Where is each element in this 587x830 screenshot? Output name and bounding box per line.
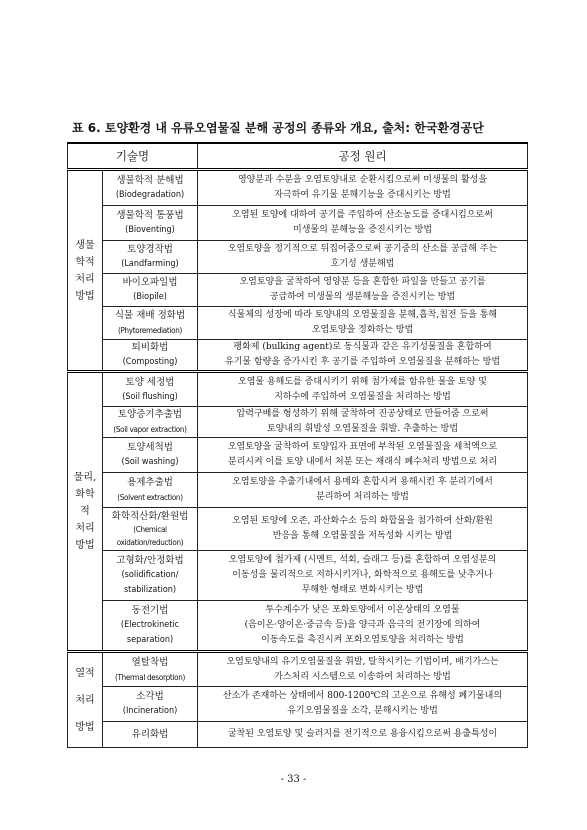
- principle-line: 오염토양내의 유기오염물질을 휘발, 탈착시키는 기법이며, 배기가스는: [226, 656, 499, 667]
- principle-line: 오염토양을 굴착하여 토양입자 표면에 부착된 오염물질을 세척액으로: [227, 442, 498, 452]
- principle-cell: [198, 722, 528, 748]
- principle-line: 식물체의 성장에 따라 토양내의 오염물질을 분해,흡착,침전 등을 통해: [227, 310, 498, 320]
- principle-line: 반응을 통해 오염물질을 저독성화 시키는 방법: [272, 531, 453, 541]
- table-row: [68, 551, 528, 601]
- tech-name-cell: [103, 508, 198, 551]
- tech-name-cell: [103, 652, 198, 687]
- category-line: 생물: [75, 239, 95, 251]
- table-row: [68, 170, 528, 206]
- principle-line: 오염토양을 정화하는 방법: [311, 325, 414, 335]
- table-row: [68, 407, 528, 438]
- category-line: 처리: [75, 273, 95, 285]
- tech-name-ko: 유리화법: [131, 729, 169, 740]
- principle-line: 산소가 존재하는 상태에서 800-1200℃의 고온으로 유해성 폐기물내의: [223, 691, 503, 701]
- table-row: [68, 438, 528, 473]
- table-row: [68, 206, 528, 241]
- tech-name-en: (Solvent extraction): [117, 493, 183, 502]
- principle-line: 미생물의 분해능을 증진시키는 방법: [293, 225, 433, 235]
- tech-name-cell: [103, 687, 198, 722]
- principle-line: 오염토양을 추출기내에서 용매와 혼합시켜 용해시킨 후 분리기에서: [232, 477, 493, 487]
- tech-name-cell: [103, 407, 198, 438]
- tech-name-ko: 용제추출법: [127, 477, 173, 488]
- principle-line: 분리시켜 이를 토양 내에서 처분 또는 재래식 폐수처리 방법으로 처리: [227, 457, 498, 467]
- principle-cell: [198, 407, 528, 438]
- principle-line: 오염된 토양에 오존, 과산화수소 등의 화합물을 첨가하여 산화/환원: [232, 516, 493, 526]
- tech-name-en: (Landfarming): [121, 259, 179, 269]
- category-line: 학적: [75, 256, 95, 268]
- tech-name-en: (Electrokinetic: [120, 620, 180, 630]
- principle-cell: [198, 372, 528, 407]
- page-number: - 33 -: [280, 774, 307, 785]
- principle-line: 투수계수가 낮은 포화토양에서 이온상태의 오염물: [265, 605, 460, 615]
- tech-name-en: separation): [126, 635, 174, 645]
- tech-name-en: (Biodegradation): [115, 190, 185, 200]
- tech-name-en: (Soil washing): [121, 457, 179, 467]
- tech-name-en: (Phytoremediation): [117, 326, 183, 335]
- tech-name-ko: 식물 재배 정화법: [114, 310, 186, 321]
- principle-line: 이동성을 물리적으로 저하시키거나, 화학적으로 용해도를 낮추거나: [232, 570, 493, 580]
- principle-cell: [198, 652, 528, 687]
- principle-line: 가스처리 시스템으로 이송하여 처리하는 방법: [274, 671, 451, 682]
- principle-line: (음이온·양이온·중금속 등)을 양극과 음극의 전기장에 의하여: [244, 620, 481, 630]
- tech-name-cell: [103, 241, 198, 274]
- table-row: [68, 601, 528, 652]
- header-principle: 공정 원리: [198, 143, 528, 170]
- principle-cell: [198, 473, 528, 508]
- table-title: 표 6. 토양환경 내 유류오염물질 분해 공정의 종류와 개요, 출처: 한국환경공단: [72, 121, 484, 135]
- tech-name-en: stabilization): [123, 585, 177, 595]
- principle-cell: [198, 551, 528, 601]
- tech-name-en: oxidation/reduction): [116, 537, 184, 547]
- tech-name-ko: 퇴비화법: [131, 342, 169, 353]
- table-row: [68, 241, 528, 274]
- principle-cell: [198, 508, 528, 551]
- table-row: [68, 274, 528, 307]
- category-line: 방법: [75, 540, 95, 551]
- principle-line: 굴착된 오염토양 및 슬러지를 전기적으로 용융시킴으로써 용출특성이: [227, 729, 498, 739]
- table-row: [68, 508, 528, 551]
- tech-name-en: (Incineration): [122, 706, 178, 716]
- tech-name-ko: 소각법: [136, 691, 164, 702]
- category-line: 적: [80, 506, 90, 517]
- table-row: [68, 652, 528, 687]
- category-line: 처리: [75, 523, 95, 534]
- principle-line: 이동속도를 촉진시켜 포화오염토양을 처리하는 방법: [261, 635, 464, 645]
- category-line: 방법: [75, 721, 95, 733]
- principle-line: 무해한 형태로 변화시키는 방법: [301, 585, 424, 595]
- table-header-row: [68, 143, 528, 170]
- tech-name-cell: [103, 170, 198, 206]
- tech-name-cell: [103, 438, 198, 473]
- principle-cell: [198, 274, 528, 307]
- category-line: 물리,: [73, 472, 97, 483]
- tech-name-cell: [103, 340, 198, 372]
- principle-line: 오염토양을 굴착하여 영양분 등을 혼합한 파일을 만들고 공기를: [239, 277, 486, 287]
- principle-cell: [198, 170, 528, 206]
- table-row: [68, 722, 528, 748]
- table-row: [68, 473, 528, 508]
- table-row: [68, 307, 528, 340]
- principle-line: 오염토양에 첨가제 (시멘트, 석회, 슬래그 등)를 혼합하여 오염성분의: [228, 555, 497, 565]
- tech-name-ko: 토양 세정법: [125, 376, 175, 388]
- tech-name-en: (Chemical: [133, 524, 167, 534]
- category-line: 방법: [75, 290, 95, 302]
- header-tech: 기술명: [68, 143, 198, 170]
- principle-line: 오염물 용해도를 증대시키기 위해 첨가제를 함유한 물을 토양 및: [238, 376, 487, 387]
- tech-name-cell: [103, 206, 198, 241]
- tech-name-en: (Soil flushing): [122, 391, 178, 402]
- tech-name-cell: [103, 473, 198, 508]
- principle-line: 유기물 함량을 증가시킨 후 공기를 주입하여 오염물질을 분해하는 방법: [225, 357, 501, 367]
- principle-line: 압력구배를 형성하기 위해 굴착하여 진공상태로 만들어줌 으로써: [236, 409, 489, 419]
- tech-name-cell: [103, 551, 198, 601]
- principle-line: 호기성 생분해법: [330, 259, 395, 269]
- principle-cell: [198, 307, 528, 340]
- tech-name-en: (Composting): [122, 357, 178, 367]
- table-row: [68, 687, 528, 722]
- tech-name-ko: 화학적산화/환원법: [111, 510, 189, 522]
- tech-name-ko: 열탈착법: [131, 656, 169, 668]
- tech-name-ko: 동전기법: [131, 605, 169, 616]
- tech-name-cell: [103, 274, 198, 307]
- tech-name-en: (solidification/: [121, 570, 179, 580]
- tech-name-ko: 생물학적 분해법: [116, 175, 184, 186]
- category-cell: [68, 652, 103, 748]
- principle-line: 자극하여 유기물 분해기능을 증대시키는 방법: [274, 190, 451, 200]
- principle-line: 팽화제 (bulking agent)로 동식물과 같은 유기성물질을 혼합하여: [233, 342, 492, 352]
- tech-name-ko: 고형화/안정화법: [116, 555, 184, 566]
- tech-name-cell: [103, 307, 198, 340]
- principle-line: 분리하여 처리하는 방법: [316, 492, 409, 502]
- principle-cell: [198, 340, 528, 372]
- table-row: [68, 372, 528, 407]
- principle-cell: [198, 241, 528, 274]
- tech-name-ko: 생물학적 통풍법: [116, 210, 184, 221]
- principle-line: 지하수에 주입하여 오염물질을 처리하는 방법: [274, 391, 451, 402]
- tech-name-ko: 토양증기추출법: [117, 409, 183, 420]
- principle-cell: [198, 206, 528, 241]
- tech-name-cell: [103, 601, 198, 652]
- tech-name-en: (Biopile): [133, 292, 167, 302]
- category-line: 처리: [75, 694, 95, 706]
- category-cell: [68, 372, 103, 652]
- tech-name-ko: 토양세척법: [127, 442, 173, 453]
- principle-cell: [198, 438, 528, 473]
- tech-name-en: (Thermal desorption): [115, 672, 185, 682]
- tech-name-en: (Bioventing): [125, 225, 175, 235]
- principle-line: 영양분과 수분을 오염토양내로 순환시킴으로써 미생물의 활성을: [237, 175, 488, 185]
- process-table: [67, 142, 528, 748]
- principle-cell: [198, 601, 528, 652]
- tech-name-en: (Soil vapor extraction): [113, 425, 187, 434]
- category-line: 열적: [75, 667, 95, 679]
- category-cell: [68, 170, 103, 372]
- tech-name-cell: [103, 722, 198, 748]
- principle-line: 유기오염물질을 소각, 분해시키는 방법: [287, 706, 438, 716]
- principle-line: 공급하여 미생물의 생분해능을 증진시키는 방법: [269, 292, 456, 302]
- tech-name-ko: 바이오파일법: [122, 277, 178, 288]
- category-line: 화학: [75, 489, 95, 500]
- tech-name-ko: 토양경작법: [127, 244, 173, 255]
- principle-line: 토양내의 휘발성 오염물질을 휘발. 추출하는 방법: [266, 424, 459, 434]
- tech-name-cell: [103, 372, 198, 407]
- principle-line: 오염토양을 정기적으로 뒤집어줌으로써 공기중의 산소를 공급해 주는: [227, 244, 498, 254]
- principle-cell: [198, 687, 528, 722]
- principle-line: 오염된 토양에 대하여 공기를 주입하여 산소농도를 증대시킴으로써: [232, 210, 493, 220]
- table-row: [68, 340, 528, 372]
